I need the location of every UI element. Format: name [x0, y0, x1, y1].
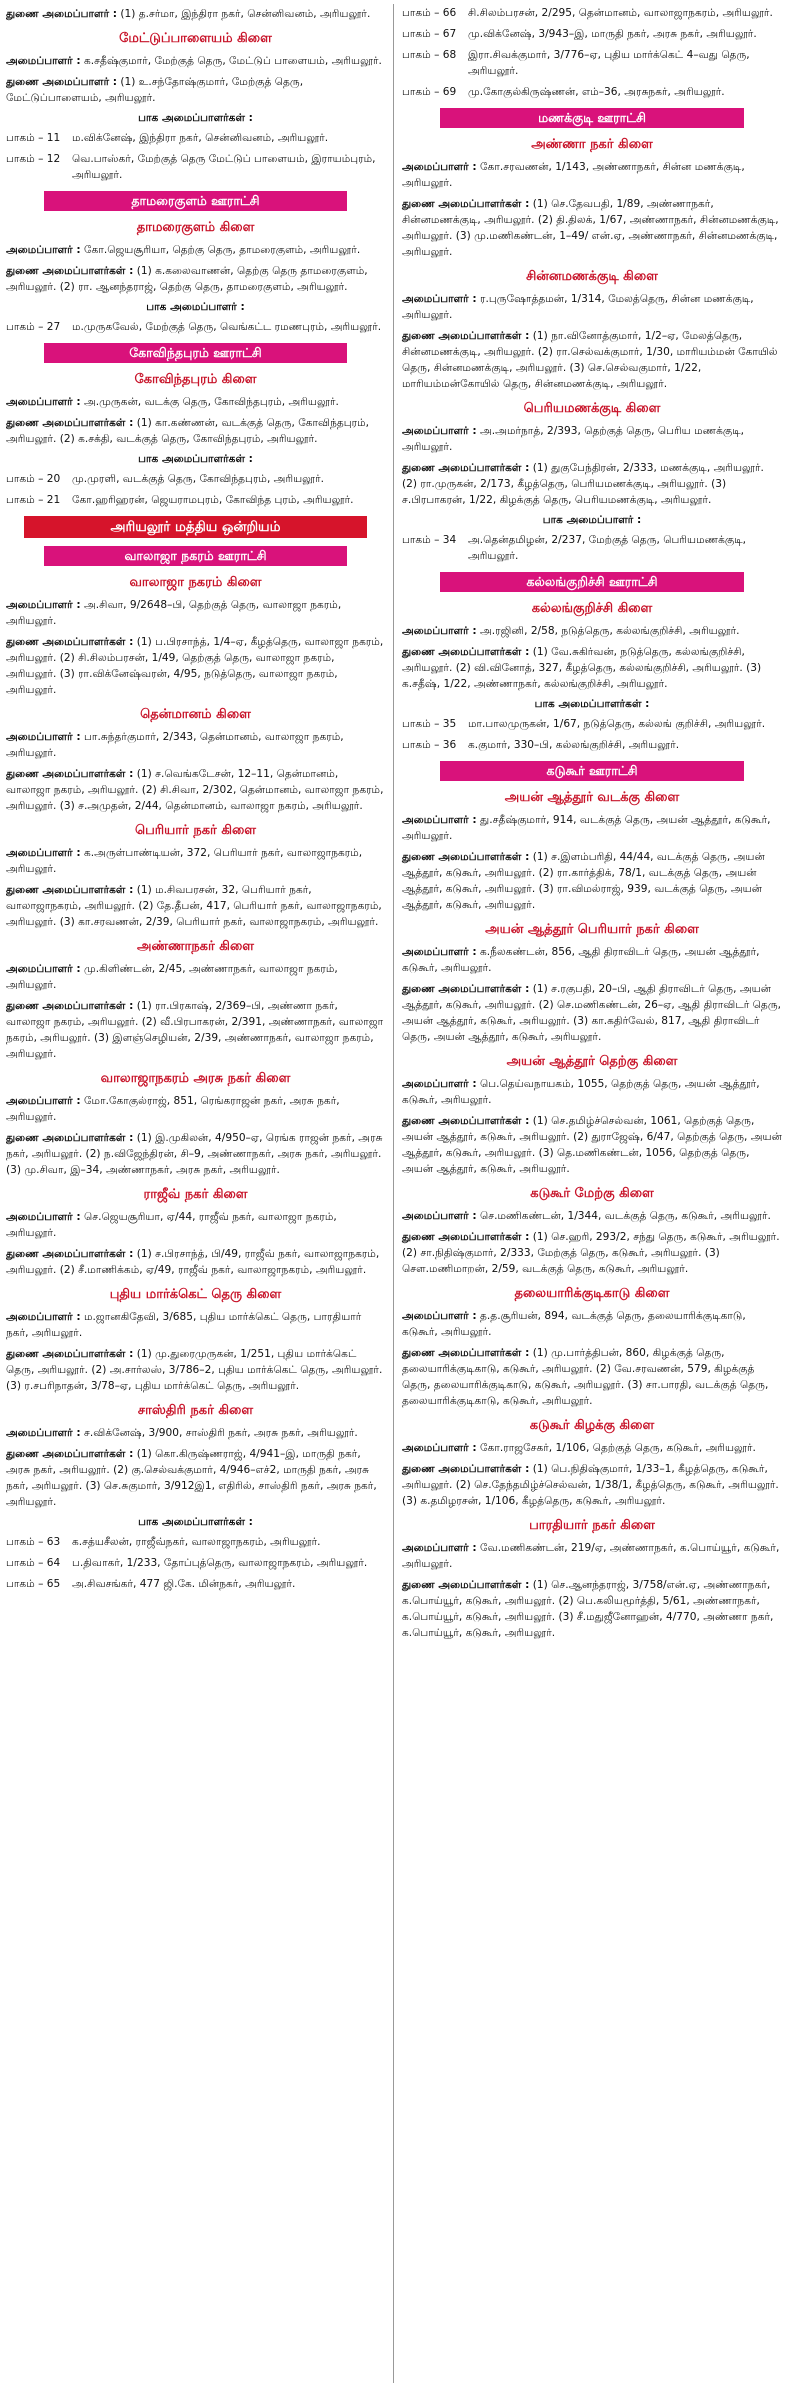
- branch-heading: பெரியார் நகர் கிளை: [134, 823, 257, 838]
- booth-row: [402, 737, 782, 753]
- role-label: அமைப்பாளர் :: [6, 1095, 81, 1107]
- panchayat-banner: மணக்குடி ஊராட்சி: [440, 108, 744, 128]
- branch-heading: வாலாஜாநகரம் அரசு நகர் கிளை: [100, 1071, 291, 1086]
- entry-text: (1) ச.ரகுபதி, 20–பி, ஆதி திராவிடர் தெரு, அயன் ஆத்தூர், கடுகூர், அரியலூர். (2) செ.மணிகண்டன், 26–ஏ, ஆதி திராவிடர் தெரு, அயன் ஆத்தூர், கடுகூர், அரியலூர். (3) கா.கதிர்வேல், 817, ஆதி திராவிடர் தெரு, அயன் ஆத்தூர், கடுகூர், அரியலூர்.: [402, 983, 782, 1043]
- entry-block: [6, 263, 385, 295]
- role-label: துணை அமைப்பாளர்கள் :: [6, 1132, 134, 1144]
- left-column: [6, 4, 394, 2383]
- booth-row: [6, 319, 385, 335]
- booth-row: [6, 1576, 385, 1592]
- role-label: துணை அமைப்பாளர் :: [6, 8, 118, 20]
- role-label: அமைப்பாளர் :: [6, 847, 81, 859]
- entry-block: [6, 394, 385, 410]
- entry-text: செ.மணிகண்டன், 1/344, வடக்குத் தெரு, கடுகூர், அரியலூர்.: [480, 1210, 771, 1222]
- role-label: அமைப்பாளர் :: [402, 425, 477, 437]
- branch-heading: தலையாரிக்குடிகாடு கிளை: [514, 1286, 670, 1301]
- role-label: அமைப்பாளர் :: [6, 396, 81, 408]
- branch-heading: பெரியமணக்குடி கிளை: [523, 401, 661, 416]
- branch-heading: சின்னமணக்குடி கிளை: [526, 269, 658, 284]
- role-label: அமைப்பாளர் :: [402, 1210, 477, 1222]
- role-label: துணை அமைப்பாளர்கள் :: [6, 1348, 134, 1360]
- booth-text: ம.முருகவேல், மேற்குத் தெரு, வெங்கட்ட ரமணபுரம், அரியலூர்.: [72, 321, 382, 333]
- entry-block: [402, 196, 782, 260]
- booth-row: [6, 151, 385, 183]
- booth-number: பாகம் – 65: [6, 1578, 61, 1590]
- entry-block: [402, 1577, 782, 1641]
- branch-heading: கோவிந்தபுரம் கிளை: [134, 372, 257, 387]
- role-label: துணை அமைப்பாளர்கள் :: [402, 1231, 530, 1243]
- booth-number: பாகம் – 34: [402, 534, 457, 546]
- entry-block: [6, 961, 385, 993]
- role-label: துணை அமைப்பாளர்கள் :: [6, 1448, 134, 1460]
- role-label: அமைப்பாளர் :: [402, 161, 477, 173]
- role-label: அமைப்பாளர் :: [402, 1078, 477, 1090]
- entry-text: செ.ஜெயசூரியா, ஏ/44, ராஜீவ் நகர், வாலாஜா நகரம், அரியலூர்.: [6, 1211, 337, 1239]
- branch-heading: தாமரைகுளம் கிளை: [136, 220, 255, 235]
- role-label: துணை அமைப்பாளர்கள் :: [6, 1248, 134, 1260]
- panchayat-banner: வாலாஜா நகரம் ஊராட்சி: [44, 546, 347, 566]
- role-label: அமைப்பாளர் :: [6, 1211, 81, 1223]
- booth-number: பாகம் – 35: [402, 718, 457, 730]
- entry-block: [6, 1246, 385, 1278]
- branch-heading: கடுகூர் மேற்கு கிளை: [530, 1186, 654, 1201]
- branch-heading: அயன் ஆத்தூர் வடக்கு கிளை: [504, 790, 680, 805]
- entry-text: (1) உ.சந்தோஷ்குமார், மேற்குத் தெரு, மேட்டுப்பாளையம், அரியலூர்.: [6, 76, 304, 104]
- booth-number: பாகம் – 21: [6, 494, 61, 506]
- booth-row: [6, 130, 385, 146]
- entry-block: [402, 1208, 782, 1224]
- entry-text: (1) செ.ஆனந்தராஜ், 3/758/என்.ஏ, அண்ணாநகர், க.பொய்யூர், கடுகூர், அரியலூர். (2) பெ.கலியமூர்த்தி, 5/61, அண்ணாநகர், க.பொய்யூர், கடுகூர், அரியலூர். (3) சீ.மதுஜீனோஹன், 4/770, அண்ணா நகர், க.பொய்யூர், கடுகூர், அரியலூர்.: [402, 1579, 774, 1639]
- entry-text: கோ.ஜெயசூரியா, தெற்கு தெரு, தாமரைகுளம், அரியலூர்.: [84, 244, 361, 256]
- booth-text: ப.திவாகர், 1/233, தோப்புத்தெரு, வாலாஜாநகரம், அரியலூர்.: [72, 1557, 368, 1569]
- role-label: அமைப்பாளர் :: [6, 963, 81, 975]
- role-label: அமைப்பாளர் :: [402, 946, 477, 958]
- entry-text: க.சதீஷ்குமார், மேற்குத் தெரு, மேட்டுப் பாளையம், அரியலூர்.: [84, 55, 382, 67]
- entry-text: (1) வே.சுகிர்வன், நடுத்தெரு, கல்லங்குறிச்சி, அரியலூர். (2) வி.வினோத், 327, கீழத்தெரு, கல்லங்குறிச்சி, அரியலூர். (3) க.சதீஷ், 1/22, அண்ணாநகர், கல்லங்குறிச்சி, அரியலூர்.: [402, 646, 762, 690]
- entry-text: (1) ரா.பிரகாஷ், 2/369–பி, அண்ணா நகர், வாலாஜா நகரம், அரியலூர். (2) வீ.பிரபாகரன், 2/391, அண்ணாநகர், வாலாஜா நகரம், அரியலூர். (3) இளஞ்செழியன், 2/39, அண்ணாநகர், வாலாஜா நகரம், அரியலூர்.: [6, 1000, 384, 1060]
- branch-heading: புதிய மார்க்கெட் தெரு கிளை: [109, 1287, 282, 1302]
- booth-number: பாகம் – 12: [6, 153, 61, 165]
- entry-block: [402, 623, 782, 639]
- entry-block: [6, 1446, 385, 1510]
- booth-row: [6, 1555, 385, 1571]
- entry-block: [402, 291, 782, 323]
- role-label: துணை அமைப்பாளர்கள் :: [402, 983, 530, 995]
- booth-text: மா.பாலமுருகன், 1/67, நடுத்தெரு, கல்லங் குறிச்சி, அரியலூர்.: [468, 718, 766, 730]
- entry-text: (1) நா.வினோத்குமார், 1/2–ஏ, மேலத்தெரு, சின்னமணக்குடி, அரியலூர். (2) ரா.செல்வக்குமார், 1/30, மாரியம்மன் கோயில் தெரு, சின்னமணக்குடி, அரியலூர். (3) செ.செல்வகுமார், 1/22, மாரியம்மன்கோயில் தெரு, சின்னமணக்குடி, அரியலூர்.: [402, 330, 778, 390]
- role-label: அமைப்பாளர் :: [402, 1442, 477, 1454]
- entry-block: [402, 849, 782, 913]
- role-label: துணை அமைப்பாளர்கள் :: [402, 462, 530, 474]
- role-label: துணை அமைப்பாளர்கள் :: [6, 884, 134, 896]
- entry-block: [6, 845, 385, 877]
- role-label: துணை அமைப்பாளர்கள் :: [6, 1000, 134, 1012]
- entry-text: அ.முருகன், வடக்கு தெரு, கோவிந்தபுரம், அரியலூர்.: [84, 396, 339, 408]
- entry-block: [6, 1346, 385, 1394]
- branch-heading: கல்லங்குறிச்சி கிளை: [531, 601, 653, 616]
- booth-number: பாகம் – 20: [6, 473, 61, 485]
- role-label: அமைப்பாளர் :: [6, 731, 81, 743]
- booth-row: [402, 47, 782, 79]
- entry-block: [6, 1093, 385, 1125]
- booth-text: இரா.சிவக்குமார், 3/776–ஏ, புதிய மார்க்கெட் 4–வது தெரு, அரியலூர்.: [468, 49, 750, 77]
- booth-row: [402, 716, 782, 732]
- entry-text: (1) செ.ஹரி, 293/2, சந்து தெரு, கடுகூர், அரியலூர். (2) சா.நிதிஷ்குமார், 2/333, மேற்குத் தெரு, கடுகூர், அரியலூர். (3) சௌ.மணிமாறன், 2/59, வடக்குத் தெரு, கடுகூர், அரியலூர்.: [402, 1231, 780, 1275]
- role-label: துணை அமைப்பாளர்கள் :: [6, 417, 134, 429]
- role-label: அமைப்பாளர் :: [402, 293, 477, 305]
- role-label: துணை அமைப்பாளர்கள் :: [402, 198, 530, 210]
- entry-block: [6, 634, 385, 698]
- branch-heading: அயன் ஆத்தூர் தெற்கு கிளை: [506, 1054, 678, 1069]
- booth-row: [6, 492, 385, 508]
- branch-heading: பாரதியார் நகர் கிளை: [529, 1518, 655, 1533]
- branch-heading: கடுகூர் கிழக்கு கிளை: [529, 1418, 655, 1433]
- section-subheading: பாக அமைப்பாளர்கள் :: [138, 1516, 253, 1528]
- role-label: துணை அமைப்பாளர்கள் :: [6, 265, 134, 277]
- booth-number: பாகம் – 68: [402, 49, 457, 61]
- booth-text: ம.விக்னேஷ், இந்திரா நகர், சென்னிவனம், அரியலூர்.: [72, 132, 329, 144]
- entry-text: அ.சிவா, 9/2648–பி, தெற்குத் தெரு, வாலாஜா நகரம், அரியலூர்.: [6, 599, 342, 627]
- entry-block: [6, 74, 385, 106]
- role-label: அமைப்பாளர் :: [6, 1311, 81, 1323]
- panchayat-banner: கடுகூர் ஊராட்சி: [440, 761, 744, 781]
- panchayat-banner: தாமரைகுளம் ஊராட்சி: [44, 191, 347, 211]
- entry-text: மோ.கோகுல்ராஜ், 851, ரெங்கராஜன் நகர், அரசு நகர், அரியலூர்.: [6, 1095, 340, 1123]
- entry-text: ச.விக்னேஷ், 3/900, சாஸ்திரி நகர், அரசு நகர், அரியலூர்.: [84, 1427, 358, 1439]
- entry-block: [6, 1309, 385, 1341]
- entry-block: [402, 1461, 782, 1509]
- panchayat-banner: கல்லங்குறிச்சி ஊராட்சி: [440, 572, 744, 592]
- role-label: அமைப்பாளர் :: [402, 625, 477, 637]
- booth-number: பாகம் – 64: [6, 1557, 61, 1569]
- entry-block: [6, 6, 385, 22]
- entry-text: (1) பெ.நிதிஷ்குமார், 1/33–1, கீழத்தெரு, கடுகூர், அரியலூர். (2) செ.தேந்தமிழ்ச்செல்வன், 1/38/1, கீழத்தெரு, கடுகூர், அரியலூர். (3) க.தமிழரசன், 1/106, கீழத்தெரு, கடுகூர், அரியலூர்.: [402, 1463, 779, 1507]
- entry-text: (1) செ.தேவபதி, 1/89, அண்ணாநகர், சின்னமணக்குடி, அரியலூர். (2) தி.திலக், 1/67, அண்ணாநகர், சின்னமணக்குடி, அரியலூர். (3) மு.மணிகண்டன், 1–49/ என்.ஏ, அண்ணாநகர், சின்னமணக்குடி, அரியலூர்.: [402, 198, 779, 258]
- branch-heading: சாஸ்திரி நகர் கிளை: [137, 1403, 254, 1418]
- entry-text: (1) இ.முகிலன், 4/950–ஏ, ரெங்க ராஜன் நகர், அரசு நகர், அரியலூர். (2) ந.விஜேந்திரன், சி–9, அண்ணாநகர், அரசு நகர், அரியலூர். (3) மு.சிவா, இ–34, அண்ணாநகர், அரசு நகர், அரியலூர்.: [6, 1132, 383, 1176]
- entry-block: [6, 882, 385, 930]
- entry-block: [6, 1209, 385, 1241]
- entry-block: [6, 998, 385, 1062]
- entry-block: [402, 1308, 782, 1340]
- entry-text: க.அருள்பாண்டியன், 372, பெரியார் நகர், வாலாஜாநகரம், அரியலூர்.: [6, 847, 363, 875]
- booth-number: பாகம் – 66: [402, 7, 457, 19]
- entry-block: [6, 242, 385, 258]
- entry-block: [402, 1345, 782, 1409]
- booth-text: மு.முரளி, வடக்குத் தெரு, கோவிந்தபுரம், அரியலூர்.: [72, 473, 325, 485]
- section-subheading: பாக அமைப்பாளர்கள் :: [138, 453, 253, 465]
- entry-block: [402, 981, 782, 1045]
- branch-heading: அண்ணா நகர் கிளை: [531, 137, 653, 152]
- booth-row: [6, 1534, 385, 1550]
- entry-text: வே.மணிகண்டன், 219/ஏ, அண்ணாநகர், க.பொய்யூர், கடுகூர், அரியலூர்.: [402, 1542, 780, 1570]
- booth-row: [402, 84, 782, 100]
- role-label: துணை அமைப்பாளர்கள் :: [6, 636, 134, 648]
- booth-row: [402, 26, 782, 42]
- entry-text: (1) த.சர்மா, இந்திரா நகர், சென்னிவனம், அரியலூர்.: [120, 8, 371, 20]
- entry-block: [402, 423, 782, 455]
- booth-row: [402, 5, 782, 21]
- booth-text: மு.கோகுல்கிருஷ்ணன், எம்–36, அரசுநகர், அரியலூர்.: [468, 86, 725, 98]
- entry-text: (1) கா.கண்ணன், வடக்குத் தெரு, கோவிந்தபுரம், அரியலூர். (2) க.சக்தி, வடக்குத் தெரு, கோவிந்தபுரம், அரியலூர்.: [6, 417, 370, 445]
- entry-text: த.த.சூரியன், 894, வடக்குத் தெரு, தலையாரிக்குடிகாடு, கடுகூர், அரியலூர்.: [402, 1310, 746, 1338]
- section-subheading: பாக அமைப்பாளர்கள் :: [534, 698, 650, 710]
- booth-text: மு.விக்னேஷ், 3/943–இ, மாருதி நகர், அரசு நகர், அரியலூர்.: [468, 28, 757, 40]
- role-label: அமைப்பாளர் :: [6, 599, 81, 611]
- role-label: துணை அமைப்பாளர்கள் :: [402, 851, 530, 863]
- role-label: துணை அமைப்பாளர்கள் :: [402, 646, 530, 658]
- entry-text: க.நீலகண்டன், 856, ஆதி திராவிடர் தெரு, அயன் ஆத்தூர், கடுகூர், அரியலூர்.: [402, 946, 760, 974]
- entry-block: [402, 1440, 782, 1456]
- entry-block: [402, 1540, 782, 1572]
- right-column: [394, 4, 782, 2383]
- entry-block: [402, 1229, 782, 1277]
- booth-number: பாகம் – 11: [6, 132, 61, 144]
- entry-text: மு.கிளிண்டன், 2/45, அண்ணாநகர், வாலாஜா நகரம், அரியலூர்.: [6, 963, 338, 991]
- entry-block: [402, 1113, 782, 1177]
- entry-text: கோ.ராஜசேகர், 1/106, தெற்குத் தெரு, கடுகூர், அரியலூர்.: [480, 1442, 756, 1454]
- role-label: துணை அமைப்பாளர்கள் :: [402, 1579, 530, 1591]
- entry-text: அ.ரஜினி, 2/58, நடுத்தெரு, கல்லங்குறிச்சி, அரியலூர்.: [480, 625, 740, 637]
- entry-block: [6, 415, 385, 447]
- entry-block: [402, 460, 782, 508]
- section-subheading: பாக அமைப்பாளர்கள் :: [138, 112, 253, 124]
- entry-text: ம.ஜானகிதேவி, 3/685, புதிய மார்க்கெட் தெரு, பாரதியார் நகர், அரியலூர்.: [6, 1311, 362, 1339]
- entry-text: பா.சுந்தர்குமார், 2/343, தென்மானம், வாலாஜா நகரம், அரியலூர்.: [6, 731, 344, 759]
- role-label: அமைப்பாளர் :: [6, 244, 81, 256]
- section-subheading: பாக அமைப்பாளர் :: [542, 514, 642, 526]
- booth-text: அ.தென்தமிழன், 2/237, மேற்குத் தெரு, பெரியமணக்குடி, அரியலூர்.: [468, 534, 747, 562]
- entry-text: ர.புருஷோத்தமன், 1/314, மேலத்தெரு, சின்ன மணக்குடி, அரியலூர்.: [402, 293, 754, 321]
- role-label: துணை அமைப்பாளர்கள் :: [402, 330, 530, 342]
- role-label: துணை அமைப்பாளர்கள் :: [402, 1115, 530, 1127]
- union-banner: அரியலூர் மத்திய ஒன்றியம்: [24, 516, 367, 538]
- booth-text: அ.சிவசங்கர், 477 ஜி.கே. மின்நகர், அரியலூர்.: [72, 1578, 296, 1590]
- role-label: அமைப்பாளர் :: [6, 1427, 81, 1439]
- booth-number: பாகம் – 27: [6, 321, 61, 333]
- entry-text: கோ.சரவணன், 1/143, அண்ணாநகர், சின்ன மணக்குடி, அரியலூர்.: [402, 161, 745, 189]
- entry-block: [402, 644, 782, 692]
- entry-block: [402, 1076, 782, 1108]
- entry-text: து.சதீஷ்குமார், 914, வடக்குத் தெரு, அயன் ஆத்தூர், கடுகூர், அரியலூர்.: [402, 814, 771, 842]
- entry-text: (1) ச.வெங்கடேசன், 12–11, தென்மானம், வாலாஜா நகரம், அரியலூர். (2) சி.சிவா, 2/302, தென்மானம், வாலாஜா நகரம், அரியலூர். (3) ச.அமுதன், 2/44, தென்மானம், வாலாஜா நகரம், அரியலூர்.: [6, 768, 384, 812]
- role-label: அமைப்பாளர் :: [6, 55, 81, 67]
- entry-text: பெ.தெய்வநாயகம், 1055, தெற்குத் தெரு, அயன் ஆத்தூர், கடுகூர், அரியலூர்.: [402, 1078, 760, 1106]
- branch-heading: மேட்டுப்பாளையம் கிளை: [119, 31, 272, 46]
- entry-block: [6, 1425, 385, 1441]
- branch-heading: அண்ணாநகர் கிளை: [137, 939, 254, 954]
- entry-text: (1) க.கலைவாணன், தெற்கு தெரு தாமரைகுளம், அரியலூர். (2) ரா. ஆனந்தராஜ், தெற்கு தெரு, தாமரைகுளம், அரியலூர்.: [6, 265, 368, 293]
- entry-text: (1) துகுபேந்திரன், 2/333, மணக்குடி, அரியலூர். (2) ரா.முருகன், 2/173, கீழத்தெரு, பெரியமணக்குடி, அரியலூர். (3) ச.பிரபாகரன், 1/22, கிழக்குத் தெரு, பெரியமணக்குடி, அரியலூர்.: [402, 462, 764, 506]
- booth-number: பாகம் – 69: [402, 86, 457, 98]
- entry-text: (1) ச.பிரசாந்த், பி/49, ராஜீவ் நகர், வாலாஜாநகரம், அரியலூர். (2) சீ.மாணிக்கம், ஏ/49, ராஜீவ் நகர், வாலாஜாநகரம், அரியலூர்.: [6, 1248, 380, 1276]
- booth-text: க.சத்யசீலன், ராஜீவ்நகர், வாலாஜாநகரம், அரியலூர்.: [72, 1536, 321, 1548]
- booth-text: க.குமார், 330–பி, கல்லங்குறிச்சி, அரியலூர்.: [468, 739, 680, 751]
- entry-block: [6, 53, 385, 69]
- booth-text: சி.சிலம்பரசன், 2/295, தென்மானம், வாலாஜாநகரம், அரியலூர்.: [468, 7, 773, 19]
- entry-block: [6, 766, 385, 814]
- entry-text: (1) மு.துரைமுருகன், 1/251, புதிய மார்க்கெட் தெரு, அரியலூர். (2) அ.சார்லஸ், 3/786–2, புதிய மார்க்கெட் தெரு, அரியலூர். (3) ர.சபரிநாதன், 3/78–ஏ, புதிய மார்க்கெட் தெரு, அரியலூர்.: [6, 1348, 383, 1392]
- booth-row: [402, 532, 782, 564]
- entry-text: (1) கொ.கிருஷ்ணராஜ், 4/941–இ, மாருதி நகர், அரசு நகர், அரியலூர். (2) கு.செல்வக்குமார், 4/946–எச்2, மாருதி நகர், அரசு நகர், அரியலூர். (3) செ.சுகுமார், 3/912இ1, எதிரில், சாஸ்திரி நகர், அரசு நகர், அரியலூர்.: [6, 1448, 377, 1508]
- role-label: அமைப்பாளர் :: [402, 1542, 477, 1554]
- role-label: துணை அமைப்பாளர் :: [6, 76, 118, 88]
- entry-text: (1) ப.பிரசாந்த், 1/4–ஏ, கீழத்தெரு, வாலாஜா நகரம், அரியலூர். (2) சி.சிலம்பரசன், 1/49, தெற்குத் தெரு, வாலாஜா நகரம், அரியலூர். (3) ரா.விக்னேஷ்வரன், 4/95, நடுத்தெரு, வாலாஜா நகரம், அரியலூர்.: [6, 636, 384, 696]
- entry-block: [402, 328, 782, 392]
- booth-text: கோ.ஹரிஹரன், ஜெயராமபுரம், கோவிந்த புரம், அரியலூர்.: [72, 494, 354, 506]
- entry-block: [6, 1130, 385, 1178]
- entry-block: [6, 729, 385, 761]
- branch-heading: ராஜீவ் நகர் கிளை: [143, 1187, 248, 1202]
- entry-text: அ.அமர்நாத், 2/393, தெற்குத் தெரு, பெரிய மணக்குடி, அரியலூர்.: [402, 425, 745, 453]
- panchayat-banner: கோவிந்தபுரம் ஊராட்சி: [44, 343, 347, 363]
- entry-block: [402, 944, 782, 976]
- booth-number: பாகம் – 67: [402, 28, 457, 40]
- role-label: துணை அமைப்பாளர்கள் :: [402, 1463, 530, 1475]
- booth-text: வெ.பாஸ்கர், மேற்குத் தெரு மேட்டுப் பாளையம், இராயம்புரம், அரியலூர்.: [72, 153, 376, 181]
- role-label: துணை அமைப்பாளர்கள் :: [6, 768, 134, 780]
- booth-number: பாகம் – 63: [6, 1536, 61, 1548]
- role-label: அமைப்பாளர் :: [402, 814, 477, 826]
- entry-text: (1) ச.இளம்பரிதி, 44/44, வடக்குத் தெரு, அயன் ஆத்தூர், கடுகூர், அரியலூர். (2) ரா.கார்த்திக், 78/1, வடக்குத் தெரு, அயன் ஆத்தூர், கடுகூர், அரியலூர். (3) ரா.விமல்ராஜ், 939, வடக்குத் தெரு, அயன் ஆத்தூர், கடுகூர், அரியலூர்.: [402, 851, 765, 911]
- entry-text: (1) செ.தமிழ்ச்செல்வன், 1061, தெற்குத் தெரு, அயன் ஆத்தூர், கடுகூர், அரியலூர். (2) துராஜேஷ், 6/47, தெற்குத் தெரு, அயன் ஆத்தூர், கடுகூர், அரியலூர். (3) தெ.மணிகண்டன், 1056, தெற்குத் தெரு, அயன் ஆத்தூர், கடுகூர், அரியலூர்.: [402, 1115, 782, 1175]
- booth-number: பாகம் – 36: [402, 739, 457, 751]
- branch-heading: அயன் ஆத்தூர் பெரியார் நகர் கிளை: [485, 922, 699, 937]
- entry-text: (1) மு.பார்த்திபன், 860, கிழக்குத் தெரு, தலையாரிக்குடிகாடு, கடுகூர், அரியலூர். (2) வே.சரவணன், 579, கிழக்குத் தெரு, தலையாரிக்குடிகாடு, கடுகூர், அரியலூர். (3) சா.பாரதி, வடக்குத் தெரு, தலையாரிக்குடிகாடு, கடுகூர், அரியலூர்.: [402, 1347, 769, 1407]
- entry-block: [402, 159, 782, 191]
- branch-heading: வாலாஜா நகரம் கிளை: [129, 575, 262, 590]
- branch-heading: தென்மானம் கிளை: [140, 707, 251, 722]
- entry-block: [6, 597, 385, 629]
- role-label: அமைப்பாளர் :: [402, 1310, 477, 1322]
- booth-row: [6, 471, 385, 487]
- entry-block: [402, 812, 782, 844]
- role-label: துணை அமைப்பாளர்கள் :: [402, 1347, 530, 1359]
- entry-text: (1) ம.சிவபரசன், 32, பெரியார் நகர், வாலாஜாநகரம், அரியலூர். (2) தே.தீபன், 417, பெரியார் நகர், வாலாஜாநகரம், அரியலூர். (3) கா.சரவணன், 2/39, பெரியார் நகர், வாலாஜாநகரம், அரியலூர்.: [6, 884, 382, 928]
- section-subheading: பாக அமைப்பாளர் :: [146, 301, 245, 313]
